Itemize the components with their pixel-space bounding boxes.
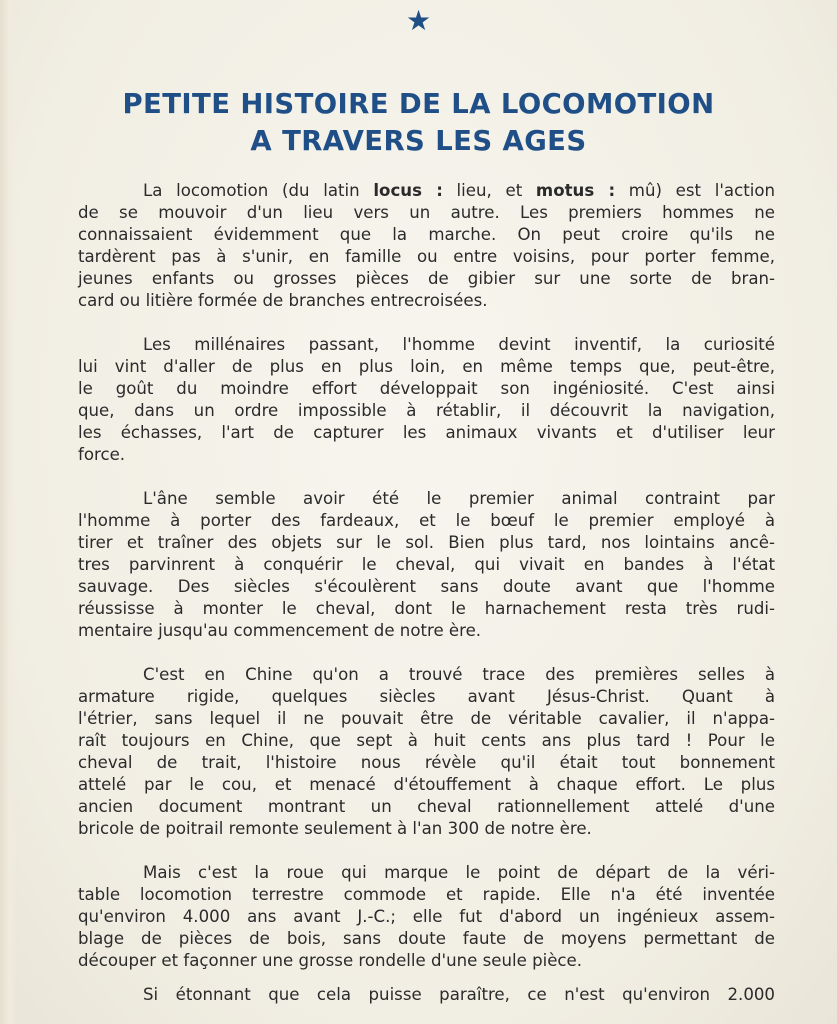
paragraph-4 — [78, 664, 775, 840]
paragraph-1 — [78, 180, 775, 312]
text-line: La locomotion (du latin locus : lieu, et motus : mû) est l'action — [143, 181, 776, 200]
paragraph-5 — [78, 862, 775, 972]
text-line: jeunes enfants ou grosses pièces de gibier sur une sorte de bran- — [78, 269, 775, 288]
text-line: cheval de trait, l'histoire nous révèle qu'il était tout bonnement — [78, 753, 775, 772]
text-line: ancien document montrant un cheval rationnellement attelé d'une — [78, 797, 775, 816]
text-line: raît toujours en Chine, que sept à huit cents ans plus tard ! Pour le — [78, 731, 775, 750]
text-line: attelé par le cou, et menacé d'étouffement à chaque effort. Le plus — [78, 775, 775, 794]
text-line: lui vint d'aller de plus en plus loin, en même temps que, peut-être, — [78, 357, 775, 376]
text-line: bricole de poitrail remonte seulement à l'an 300 de notre ère. — [78, 819, 592, 838]
text-line: force. — [78, 445, 126, 464]
text-line: L'âne semble avoir été le premier animal contraint par — [143, 489, 775, 508]
text-line: qu'environ 4.000 ans avant J.-C.; elle fut d'abord un ingénieux assem- — [78, 907, 775, 926]
text-line: mentaire jusqu'au commencement de notre ère. — [78, 621, 482, 640]
text-line: card ou litière formée de branches entrecroisées. — [78, 291, 488, 310]
title-line-2: A TRAVERS LES AGES — [250, 125, 587, 157]
text-line: tirer et traîner des objets sur le sol. Bien plus tard, nos lointains ancê- — [78, 533, 775, 552]
text-line: blage de pièces de bois, sans doute faute de moyens permettant de — [78, 929, 775, 948]
star-icon: ★ — [405, 4, 432, 37]
text-line: table locomotion terrestre commode et rapide. Elle n'a été inventée — [78, 885, 775, 904]
article-body — [78, 180, 775, 1006]
keyword-motus: motus : — [535, 181, 616, 200]
text-line: tres parvinrent à conquérir le cheval, qui vivait en bandes à l'état — [78, 555, 775, 574]
text-line: armature rigide, quelques siècles avant Jésus-Christ. Quant à — [78, 687, 775, 706]
text-line: C'est en Chine qu'on a trouvé trace des premières selles à — [143, 665, 775, 684]
text-line: que, dans un ordre impossible à rétablir, il découvrit la navigation, — [78, 401, 775, 420]
text-line: Si étonnant que cela puisse paraître, ce n'est qu'environ 2.000 — [143, 985, 775, 1004]
text-line: le goût du moindre effort développait son ingéniosité. C'est ainsi — [78, 379, 775, 398]
paragraph-2 — [78, 334, 775, 466]
paragraph-3 — [78, 488, 775, 642]
title-line-1: PETITE HISTOIRE DE LA LOCOMOTION — [122, 88, 715, 120]
text-line: réussisse à monter le cheval, dont le harnachement resta très rudi- — [78, 599, 775, 618]
text-line: connaissaient évidemment que la marche. On peut croire qu'ils ne — [78, 225, 775, 244]
text-line: l'étrier, sans lequel il ne pouvait être de véritable cavalier, il n'appa- — [78, 709, 775, 728]
paragraph-6 — [78, 984, 775, 1006]
text-line: de se mouvoir d'un lieu vers un autre. Les premiers hommes ne — [78, 203, 775, 222]
text-line: tardèrent pas à s'unir, en famille ou entre voisins, pour porter femme, — [78, 247, 775, 266]
text-line: Mais c'est la roue qui marque le point de départ de la véri- — [143, 863, 775, 882]
keyword-locus: locus : — [373, 181, 443, 200]
text-line: l'homme à porter des fardeaux, et le bœuf le premier employé à — [78, 511, 775, 530]
text-line: sauvage. Des siècles s'écoulèrent sans doute avant que l'homme — [78, 577, 775, 596]
text-line: découper et façonner une grosse rondelle d'une seule pièce. — [78, 951, 583, 970]
text-line: les échasses, l'art de capturer les animaux vivants et d'utiliser leur — [78, 423, 775, 442]
page-title — [0, 86, 837, 160]
text-line: Les millénaires passant, l'homme devint inventif, la curiosité — [143, 335, 775, 354]
